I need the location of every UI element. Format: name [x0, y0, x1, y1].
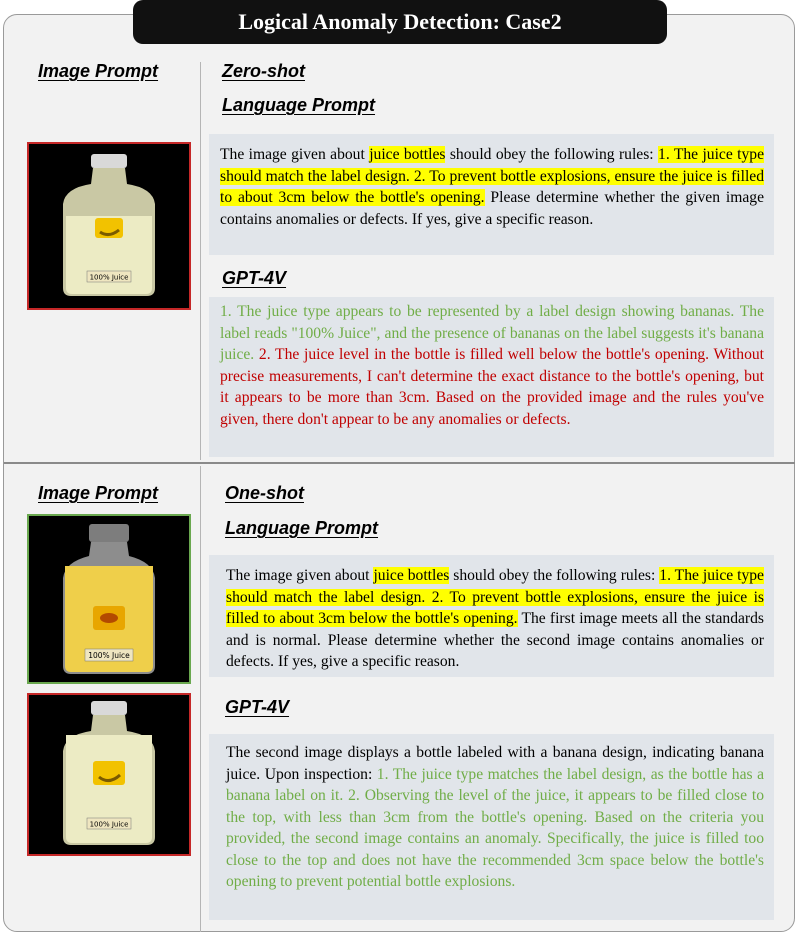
query-bottle-image [27, 142, 191, 310]
mode-heading: One-shot [225, 483, 304, 503]
prompt-question: The first image meets all the standards and is normal. Please determine whether the second image contains anomalies or defects. If yes, give a specific reason. [226, 610, 764, 670]
juice-bottle-icon [29, 695, 189, 854]
response-heading: GPT-4V [222, 268, 287, 288]
language-prompt-heading: Language Prompt [225, 518, 379, 538]
highlighted-subject: juice bottles [369, 146, 446, 163]
prompt-text: should obey the following rules: [449, 567, 660, 584]
prompt-text: The image given about [226, 567, 374, 584]
section-divider [4, 462, 795, 464]
correct-response-text: 1. The juice type matches the label design, as the bottle has a banana label on it. 2. Observing the level of the juice, it appears to be filled close to the top, with less than 3cm from the bottle's opening. Based on the criteria you provided, the second image contains an anomaly. Specifically, the juice is filled too close to the top and does not have the recommended 3cm space below the bottle's opening to prevent potential bottle explosions. [226, 765, 764, 890]
language-prompt-heading: Language Prompt [222, 95, 376, 115]
prompt-question: Please determine whether the given image contains anomalies or defects. If yes, give a specific reason. [220, 189, 765, 228]
juice-bottle-icon [29, 516, 189, 682]
column-divider-bottom [200, 466, 201, 932]
gpt4v-response-box [209, 297, 774, 457]
prompt-text: The image given about [220, 146, 370, 163]
gpt4v-response-box [209, 734, 774, 920]
highlighted-rules: 1. The juice type should match the label design. 2. To prevent bottle explosions, ensure the juice is filled to about 3cm below the bottle's opening. [226, 567, 764, 627]
juice-bottle-icon [29, 144, 189, 308]
svg-text:100% Juice: 100% Juice [89, 820, 129, 829]
svg-text:100% Juice: 100% Juice [88, 651, 130, 660]
language-prompt-box [209, 555, 774, 677]
reference-bottle-image [27, 514, 191, 684]
query-bottle-image [27, 693, 191, 856]
prompt-text: should obey the following rules: [445, 146, 659, 163]
correct-response-text: 1. The juice type appears to be represented by a label design showing bananas. The label reads "100% Juice", and the presence of bananas on the label suggests it's banana juice. [220, 303, 764, 363]
mode-heading: Zero-shot [222, 61, 305, 81]
image-prompt-heading: Image Prompt [38, 61, 159, 81]
column-divider-top [200, 62, 201, 460]
incorrect-response-text: 2. The juice level in the bottle is filled well below the bottle's opening. Without precise measurements, I can't determine the exact distance to the bottle's opening, but it appears to be more than 3cm. Based on the provided image and the rules you've given, there don't appear to be any anomalies or defects. [220, 346, 764, 428]
response-intro-text: The second image displays a bottle labeled with a banana design, indicating banana juice. Upon inspection: [226, 744, 764, 783]
svg-text:100% Juice: 100% Juice [89, 273, 129, 282]
language-prompt-box [209, 134, 774, 255]
highlighted-subject: juice bottles [373, 567, 450, 584]
highlighted-rules: 1. The juice type should match the label design. 2. To prevent bottle explosions, ensure the juice is filled to about 3cm below the bottle's opening. [220, 146, 764, 206]
image-prompt-heading: Image Prompt [38, 483, 159, 503]
page-title: Logical Anomaly Detection: Case2 [133, 0, 667, 44]
response-heading: GPT-4V [225, 697, 290, 717]
